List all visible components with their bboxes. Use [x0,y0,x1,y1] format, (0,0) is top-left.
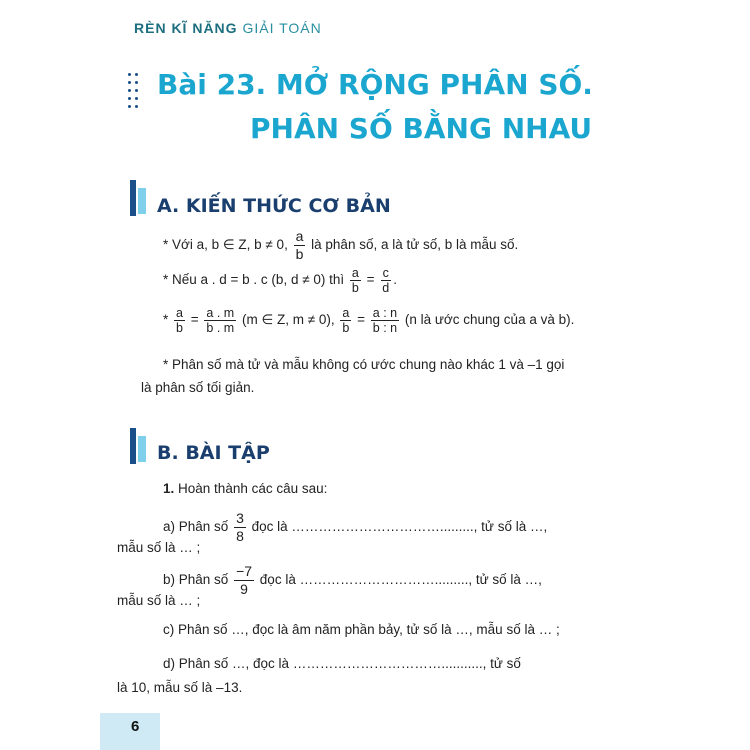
equals-sign: = [366,272,375,288]
page-number-background [100,713,160,750]
item-c: c) Phân số …, đọc là âm năm phần bảy, tử số là …, mẫu số là … ; [163,622,560,637]
section-marker-icon [130,428,146,464]
item-d-line2: là 10, mẫu số là –13. [117,680,243,695]
fraction-minus7-9: $\frac{-7}{9}$ [236,563,253,597]
title-dots-icon [128,73,142,109]
fraction-a-b: $\frac{a}{b}$ [295,228,304,262]
equals-sign: = [190,312,199,328]
fraction-c-d: $\frac{c}{d}$ [382,266,390,295]
lesson-title-line2: PHÂN SỐ BẰNG NHAU [250,112,593,145]
item-a-line2: mẫu số là … ; [117,540,201,555]
fraction-3-8: $\frac{3}{8}$ [236,510,244,544]
period: . [393,272,397,288]
rule-1-pre: * Với a, b ∈ Z, b ≠ 0, [163,237,288,253]
lesson-title-line1: Bài 23. MỞ RỘNG PHÂN SỐ. [157,68,593,101]
fraction-a-b: $\frac{a}{b}$ [176,306,183,335]
rule-4-line2: là phân số tối giản. [141,380,255,395]
rule-1-post: là phân số, a là tử số, b là mẫu số. [311,237,519,253]
question-number: 1. [163,481,175,496]
item-d-line1: d) Phân số …, đọc là ……………………………..........., tử số [163,656,521,671]
item-b-line1 [163,563,542,598]
rule-3-post: (n là ước chung của a và b). [404,312,575,328]
header-part2: GIẢI TOÁN [242,20,322,36]
page-number: 6 [131,718,140,735]
question-1 [163,481,327,496]
section-marker-icon [130,180,146,216]
item-a-pre: a) Phân số [163,519,229,535]
item-a-post: đọc là ……………………………........., tử số là …, [251,519,548,535]
item-a-line1 [163,510,547,545]
rule-4-line1: * Phân số mà tử và mẫu không có ước chung nào khác 1 và –1 gọi [163,357,565,372]
section-a-title: A. KIẾN THỨC CƠ BẢN [157,195,391,217]
fraction-a-b: $\frac{a}{b}$ [351,266,359,295]
fraction-a-b: $\frac{a}{b}$ [342,306,350,335]
rule-3 [163,306,574,335]
section-b-title: B. BÀI TẬP [157,442,270,464]
equals-sign: = [357,312,366,328]
rule-3-mid: (m ∈ Z, m ≠ 0), [241,312,335,328]
rule-2-pre: * Nếu a . d = b . c (b, d ≠ 0) thì [163,272,345,288]
item-b-pre: b) Phân số [163,572,229,588]
header-part1: RÈN KĨ NĂNG [134,20,238,36]
question-text: Hoàn thành các câu sau: [178,481,328,496]
rule-2 [163,266,397,295]
fraction-am-bm: $\frac{a . m}{b . m}$ [206,306,235,335]
item-b-post: đọc là …………………………........., tử số là …, [259,572,542,588]
rule-1 [163,228,518,263]
fraction-an-bn: $\frac{a : n}{b : n}$ [372,306,398,335]
item-b-line2: mẫu số là … ; [117,593,201,608]
running-header [134,20,322,36]
bullet-star: * [163,312,169,328]
